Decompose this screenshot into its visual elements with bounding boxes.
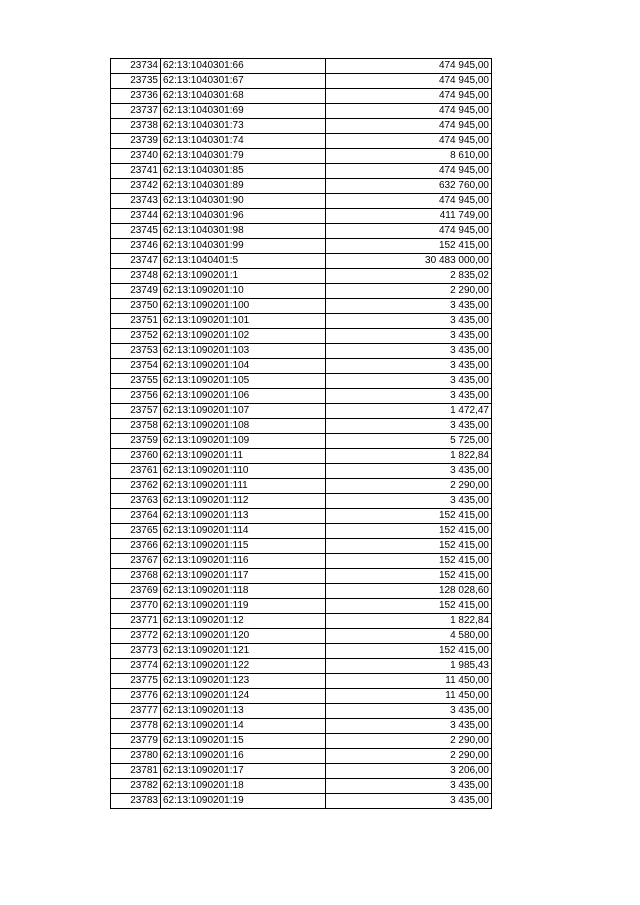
cadastral-number-cell: 62:13:1040301:90 [161, 194, 326, 209]
cadastral-number-cell: 62:13:1090201:118 [161, 584, 326, 599]
cadastral-number-cell: 62:13:1090201:13 [161, 704, 326, 719]
cadastral-value-cell: 474 945,00 [326, 134, 492, 149]
cadastral-value-cell: 30 483 000,00 [326, 254, 492, 269]
table-row [111, 569, 492, 584]
table-row [111, 779, 492, 794]
cadastral-number-cell: 62:13:1090201:15 [161, 734, 326, 749]
row-number-cell: 23761 [111, 464, 161, 479]
cadastral-number-cell: 62:13:1090201:19 [161, 794, 326, 809]
row-number-cell: 23752 [111, 329, 161, 344]
cadastral-value-cell: 3 206,00 [326, 764, 492, 779]
row-number-cell: 23773 [111, 644, 161, 659]
cadastral-value-cell: 3 435,00 [326, 299, 492, 314]
cadastral-value-cell: 632 760,00 [326, 179, 492, 194]
table-row [111, 704, 492, 719]
table-row [111, 389, 492, 404]
cadastral-number-cell: 62:13:1090201:18 [161, 779, 326, 794]
cadastral-number-cell: 62:13:1090201:117 [161, 569, 326, 584]
row-number-cell: 23777 [111, 704, 161, 719]
table-row [111, 344, 492, 359]
row-number-cell: 23765 [111, 524, 161, 539]
table-row [111, 59, 492, 74]
table-row [111, 659, 492, 674]
cadastral-value-cell: 3 435,00 [326, 359, 492, 374]
cadastral-value-cell: 152 415,00 [326, 644, 492, 659]
cadastral-number-cell: 62:13:1040301:68 [161, 89, 326, 104]
row-number-cell: 23770 [111, 599, 161, 614]
row-number-cell: 23753 [111, 344, 161, 359]
cadastral-number-cell: 62:13:1090201:100 [161, 299, 326, 314]
row-number-cell: 23734 [111, 59, 161, 74]
row-number-cell: 23749 [111, 284, 161, 299]
cadastral-number-cell: 62:13:1090201:104 [161, 359, 326, 374]
cadastral-number-cell: 62:13:1040301:89 [161, 179, 326, 194]
cadastral-value-cell: 128 028,60 [326, 584, 492, 599]
row-number-cell: 23758 [111, 419, 161, 434]
cadastral-number-cell: 62:13:1090201:114 [161, 524, 326, 539]
row-number-cell: 23774 [111, 659, 161, 674]
table-row [111, 719, 492, 734]
cadastral-value-cell: 474 945,00 [326, 194, 492, 209]
cadastral-number-cell: 62:13:1040301:96 [161, 209, 326, 224]
cadastral-number-cell: 62:13:1090201:123 [161, 674, 326, 689]
cadastral-value-cell: 3 435,00 [326, 464, 492, 479]
cadastral-value-cell: 2 835,02 [326, 269, 492, 284]
table-row [111, 329, 492, 344]
cadastral-value-cell: 3 435,00 [326, 374, 492, 389]
cadastral-value-cell: 3 435,00 [326, 419, 492, 434]
row-number-cell: 23740 [111, 149, 161, 164]
cadastral-number-cell: 62:13:1090201:110 [161, 464, 326, 479]
cadastral-number-cell: 62:13:1090201:102 [161, 329, 326, 344]
cadastral-value-cell: 152 415,00 [326, 509, 492, 524]
row-number-cell: 23769 [111, 584, 161, 599]
table-row [111, 644, 492, 659]
table-row [111, 359, 492, 374]
row-number-cell: 23759 [111, 434, 161, 449]
table-row [111, 419, 492, 434]
cadastral-number-cell: 62:13:1090201:101 [161, 314, 326, 329]
cadastral-value-cell: 1 822,84 [326, 449, 492, 464]
cadastral-value-cell: 2 290,00 [326, 749, 492, 764]
table-body [111, 59, 492, 809]
row-number-cell: 23739 [111, 134, 161, 149]
cadastral-value-cell: 3 435,00 [326, 779, 492, 794]
row-number-cell: 23738 [111, 119, 161, 134]
cadastral-number-cell: 62:13:1090201:10 [161, 284, 326, 299]
cadastral-value-table [110, 58, 492, 809]
cadastral-number-cell: 62:13:1090201:122 [161, 659, 326, 674]
cadastral-value-cell: 474 945,00 [326, 59, 492, 74]
cadastral-value-cell: 152 415,00 [326, 569, 492, 584]
row-number-cell: 23746 [111, 239, 161, 254]
cadastral-value-cell: 2 290,00 [326, 479, 492, 494]
table-row [111, 509, 492, 524]
table-row [111, 149, 492, 164]
table-row [111, 629, 492, 644]
table-row [111, 179, 492, 194]
cadastral-value-cell: 11 450,00 [326, 674, 492, 689]
cadastral-value-cell: 474 945,00 [326, 89, 492, 104]
row-number-cell: 23763 [111, 494, 161, 509]
table-row [111, 494, 492, 509]
row-number-cell: 23757 [111, 404, 161, 419]
table-row [111, 284, 492, 299]
cadastral-value-cell: 474 945,00 [326, 119, 492, 134]
row-number-cell: 23750 [111, 299, 161, 314]
table-row [111, 689, 492, 704]
row-number-cell: 23735 [111, 74, 161, 89]
cadastral-number-cell: 62:13:1090201:103 [161, 344, 326, 359]
cadastral-value-cell: 2 290,00 [326, 284, 492, 299]
cadastral-value-cell: 3 435,00 [326, 704, 492, 719]
cadastral-number-cell: 62:13:1040301:69 [161, 104, 326, 119]
cadastral-number-cell: 62:13:1090201:124 [161, 689, 326, 704]
cadastral-number-cell: 62:13:1090201:11 [161, 449, 326, 464]
table-row [111, 674, 492, 689]
cadastral-value-cell: 474 945,00 [326, 164, 492, 179]
table-row [111, 479, 492, 494]
row-number-cell: 23742 [111, 179, 161, 194]
cadastral-value-cell: 3 435,00 [326, 719, 492, 734]
table-row [111, 764, 492, 779]
cadastral-value-cell: 152 415,00 [326, 539, 492, 554]
table-row [111, 134, 492, 149]
cadastral-number-cell: 62:13:1090201:12 [161, 614, 326, 629]
cadastral-value-cell: 1 472,47 [326, 404, 492, 419]
cadastral-number-cell: 62:13:1090201:106 [161, 389, 326, 404]
cadastral-number-cell: 62:13:1090201:120 [161, 629, 326, 644]
table-row [111, 224, 492, 239]
table-row [111, 794, 492, 809]
table-row [111, 314, 492, 329]
cadastral-value-cell: 3 435,00 [326, 344, 492, 359]
row-number-cell: 23737 [111, 104, 161, 119]
row-number-cell: 23767 [111, 554, 161, 569]
row-number-cell: 23748 [111, 269, 161, 284]
row-number-cell: 23747 [111, 254, 161, 269]
row-number-cell: 23766 [111, 539, 161, 554]
cadastral-value-cell: 3 435,00 [326, 794, 492, 809]
cadastral-value-cell: 4 580,00 [326, 629, 492, 644]
cadastral-number-cell: 62:13:1040301:66 [161, 59, 326, 74]
cadastral-value-cell: 152 415,00 [326, 554, 492, 569]
table-row [111, 749, 492, 764]
table-row [111, 599, 492, 614]
cadastral-value-cell: 2 290,00 [326, 734, 492, 749]
cadastral-number-cell: 62:13:1090201:108 [161, 419, 326, 434]
cadastral-value-cell: 474 945,00 [326, 224, 492, 239]
table-row [111, 614, 492, 629]
table-row [111, 464, 492, 479]
row-number-cell: 23782 [111, 779, 161, 794]
cadastral-number-cell: 62:13:1090201:113 [161, 509, 326, 524]
cadastral-number-cell: 62:13:1040301:99 [161, 239, 326, 254]
cadastral-value-cell: 3 435,00 [326, 329, 492, 344]
table-row [111, 554, 492, 569]
table-row [111, 584, 492, 599]
table-row [111, 89, 492, 104]
cadastral-value-cell: 11 450,00 [326, 689, 492, 704]
table-row [111, 254, 492, 269]
cadastral-value-cell: 1 822,84 [326, 614, 492, 629]
table-row [111, 734, 492, 749]
table-row [111, 239, 492, 254]
row-number-cell: 23755 [111, 374, 161, 389]
row-number-cell: 23754 [111, 359, 161, 374]
cadastral-value-cell: 152 415,00 [326, 524, 492, 539]
cadastral-number-cell: 62:13:1090201:111 [161, 479, 326, 494]
row-number-cell: 23783 [111, 794, 161, 809]
cadastral-value-cell: 3 435,00 [326, 494, 492, 509]
table-row [111, 269, 492, 284]
table-row [111, 164, 492, 179]
cadastral-number-cell: 62:13:1090201:105 [161, 374, 326, 389]
table-row [111, 404, 492, 419]
cadastral-number-cell: 62:13:1040401:5 [161, 254, 326, 269]
cadastral-number-cell: 62:13:1090201:17 [161, 764, 326, 779]
row-number-cell: 23776 [111, 689, 161, 704]
cadastral-number-cell: 62:13:1090201:115 [161, 539, 326, 554]
table-row [111, 299, 492, 314]
row-number-cell: 23736 [111, 89, 161, 104]
table-row [111, 74, 492, 89]
row-number-cell: 23775 [111, 674, 161, 689]
row-number-cell: 23744 [111, 209, 161, 224]
cadastral-value-cell: 411 749,00 [326, 209, 492, 224]
row-number-cell: 23780 [111, 749, 161, 764]
cadastral-number-cell: 62:13:1040301:98 [161, 224, 326, 239]
cadastral-value-cell: 152 415,00 [326, 599, 492, 614]
table-row [111, 119, 492, 134]
cadastral-number-cell: 62:13:1040301:74 [161, 134, 326, 149]
table-row [111, 434, 492, 449]
row-number-cell: 23743 [111, 194, 161, 209]
cadastral-number-cell: 62:13:1040301:79 [161, 149, 326, 164]
row-number-cell: 23745 [111, 224, 161, 239]
cadastral-number-cell: 62:13:1090201:107 [161, 404, 326, 419]
table-row [111, 104, 492, 119]
row-number-cell: 23764 [111, 509, 161, 524]
row-number-cell: 23756 [111, 389, 161, 404]
row-number-cell: 23772 [111, 629, 161, 644]
cadastral-number-cell: 62:13:1090201:109 [161, 434, 326, 449]
cadastral-number-cell: 62:13:1090201:121 [161, 644, 326, 659]
row-number-cell: 23751 [111, 314, 161, 329]
table-row [111, 539, 492, 554]
row-number-cell: 23762 [111, 479, 161, 494]
cadastral-number-cell: 62:13:1090201:112 [161, 494, 326, 509]
row-number-cell: 23760 [111, 449, 161, 464]
cadastral-number-cell: 62:13:1090201:16 [161, 749, 326, 764]
cadastral-number-cell: 62:13:1090201:116 [161, 554, 326, 569]
row-number-cell: 23779 [111, 734, 161, 749]
cadastral-value-cell: 3 435,00 [326, 314, 492, 329]
row-number-cell: 23771 [111, 614, 161, 629]
table-row [111, 194, 492, 209]
row-number-cell: 23741 [111, 164, 161, 179]
table-row [111, 524, 492, 539]
cadastral-number-cell: 62:13:1090201:119 [161, 599, 326, 614]
cadastral-number-cell: 62:13:1090201:1 [161, 269, 326, 284]
cadastral-value-cell: 474 945,00 [326, 104, 492, 119]
cadastral-number-cell: 62:13:1040301:73 [161, 119, 326, 134]
cadastral-value-cell: 474 945,00 [326, 74, 492, 89]
row-number-cell: 23781 [111, 764, 161, 779]
row-number-cell: 23778 [111, 719, 161, 734]
cadastral-number-cell: 62:13:1040301:67 [161, 74, 326, 89]
table-row [111, 449, 492, 464]
table-row [111, 374, 492, 389]
cadastral-number-cell: 62:13:1040301:85 [161, 164, 326, 179]
cadastral-value-cell: 152 415,00 [326, 239, 492, 254]
cadastral-number-cell: 62:13:1090201:14 [161, 719, 326, 734]
cadastral-value-cell: 8 610,00 [326, 149, 492, 164]
cadastral-value-cell: 3 435,00 [326, 389, 492, 404]
cadastral-value-cell: 5 725,00 [326, 434, 492, 449]
row-number-cell: 23768 [111, 569, 161, 584]
table-row [111, 209, 492, 224]
cadastral-value-cell: 1 985,43 [326, 659, 492, 674]
